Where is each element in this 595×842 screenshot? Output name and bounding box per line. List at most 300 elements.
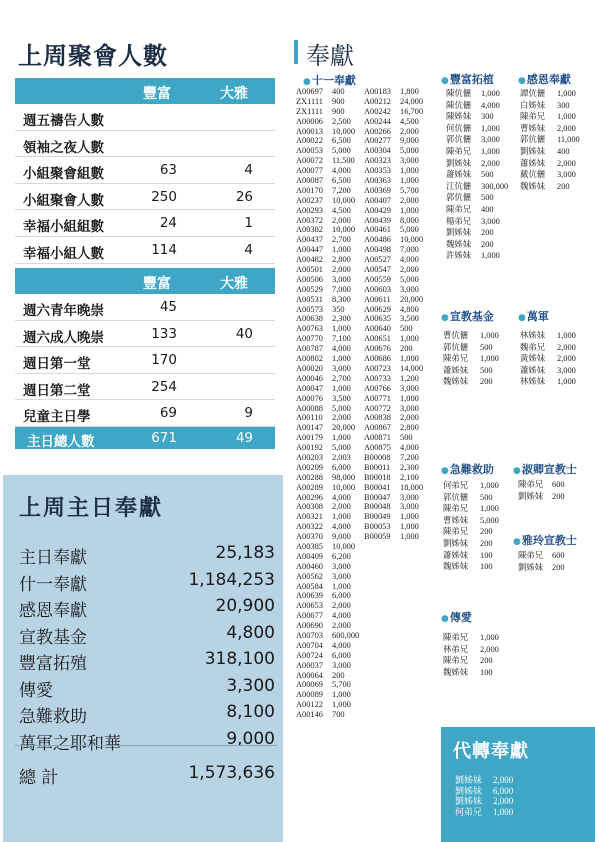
row-label: 小組聚會人數 — [23, 192, 104, 209]
donor-amount: 7,200 — [332, 185, 351, 195]
donor-amount: 1,000 — [400, 176, 419, 186]
donor-id: 陳弟兄 — [443, 527, 469, 537]
missionary-sq-list — [518, 479, 565, 502]
donor-amount: 1,000 — [400, 393, 419, 403]
row-label: 領袖之夜人數 — [23, 139, 104, 156]
donor-id: 楊弟兄 — [446, 216, 472, 226]
donor-id: A00461 — [364, 225, 391, 235]
donor-id: 魏姊妹 — [443, 377, 469, 387]
donor-id: 曹伉儷 — [443, 331, 469, 340]
donor-row — [446, 204, 508, 216]
donor-amount: 4,000 — [332, 640, 351, 650]
donor-amount: 10,000 — [332, 126, 356, 136]
donor-id: A00296 — [296, 492, 323, 502]
donor-amount: 5,700 — [332, 680, 351, 690]
tithe-row — [364, 404, 423, 414]
tithe-row — [296, 146, 359, 156]
donor-amount: 6,000 — [332, 650, 351, 660]
donor-row — [520, 181, 580, 193]
donor-id: A00077 — [296, 166, 323, 176]
donor-amount: 7,000 — [400, 245, 419, 255]
donor-row — [520, 123, 580, 135]
donor-id: 何弟兄 — [455, 806, 483, 817]
donor-id: ZX1111 — [296, 106, 323, 116]
donor-amount: 100 — [480, 550, 493, 560]
section-missionary-yl-header — [513, 532, 577, 548]
donor-id: 蕭姊妹 — [446, 170, 472, 180]
donor-amount: 2,000 — [557, 123, 576, 133]
tithe-row — [296, 314, 359, 324]
donor-id: A00203 — [296, 452, 323, 462]
donor-id: A00635 — [364, 314, 391, 324]
tithe-row — [364, 473, 423, 483]
donor-amount: 2,000 — [557, 354, 576, 364]
donor-id: A00486 — [364, 235, 391, 245]
tithe-row — [364, 156, 423, 166]
donor-amount: 2,000 — [332, 502, 351, 512]
thanks-list — [520, 88, 580, 192]
donor-id: 劉姊妹 — [518, 491, 544, 501]
donor-id: 林姊妹 — [520, 331, 546, 340]
donor-row — [446, 134, 508, 146]
donor-id: A00369 — [364, 185, 391, 195]
donor-amount: 3,000 — [481, 216, 500, 226]
summary-total-value: 1,573,636 — [188, 763, 275, 783]
tithe-row — [296, 493, 359, 503]
donor-id: A00385 — [296, 541, 323, 551]
tithe-row — [364, 216, 423, 226]
tithe-row — [364, 305, 423, 315]
section-love-title: 傳愛 — [449, 611, 472, 624]
section-relief-title: 急難救助 — [449, 463, 494, 476]
donor-amount: 1,000 — [481, 89, 500, 98]
row-label: 週六成人晚崇 — [23, 329, 104, 346]
donor-amount: 4,500 — [400, 116, 419, 126]
donor-id: A00498 — [364, 245, 391, 255]
donor-id: 郭伉儷 — [443, 492, 469, 502]
donor-amount: 1,000 — [481, 251, 500, 261]
offerings-accent-bar — [294, 40, 298, 64]
donor-amount: 6,000 — [332, 462, 351, 472]
summary-title: 上周主日奉獻 — [19, 496, 164, 521]
row-fengfu-value: 114 — [151, 241, 177, 258]
donor-amount: 2,000 — [493, 796, 514, 807]
donor-amount: 8,300 — [332, 294, 351, 304]
donor-id: A00244 — [364, 116, 391, 126]
attendance-row — [15, 347, 275, 374]
bullet-icon: ● — [513, 466, 521, 476]
tithe-row — [296, 512, 359, 522]
tithe-row — [296, 680, 359, 690]
donor-row — [518, 491, 565, 503]
donor-id: A00293 — [296, 205, 323, 215]
donor-id: A00677 — [296, 611, 323, 621]
donor-id: A00020 — [296, 363, 323, 373]
donor-id: 蕭姊妹 — [520, 365, 546, 375]
donor-amount: 1,000 — [557, 112, 576, 122]
donor-amount: 2,000 — [557, 158, 576, 168]
tithe-row — [364, 107, 423, 117]
donor-row — [446, 111, 508, 123]
donor-id: 陳伉儷 — [446, 100, 472, 110]
tithe-row — [364, 493, 423, 503]
donor-amount: 14,000 — [400, 363, 424, 373]
donor-id: A00183 — [364, 87, 391, 96]
donor-row — [520, 134, 580, 146]
donor-id: A00069 — [296, 680, 323, 690]
donor-amount: 4,000 — [332, 522, 351, 532]
tithe-row — [296, 542, 359, 552]
donor-id: A00770 — [296, 334, 323, 344]
tithe-row — [296, 443, 359, 453]
header-col-daya: 大雅 — [220, 276, 248, 292]
bullet-icon: ● — [518, 313, 526, 323]
donor-id: 何弟兄 — [443, 481, 469, 490]
donor-id: 劉姊妹 — [520, 146, 546, 156]
donor-row — [443, 655, 499, 667]
tithe-row — [296, 87, 359, 97]
row-daya-value: 9 — [244, 405, 253, 422]
donor-id: A00640 — [364, 324, 391, 334]
donor-id: 曹姊妹 — [443, 515, 469, 525]
donor-amount: 10,000 — [332, 541, 356, 551]
donor-amount: 4,800 — [400, 304, 419, 314]
donor-amount: 100 — [480, 667, 493, 677]
donor-amount: 900 — [332, 96, 345, 106]
tithe-row — [364, 87, 423, 97]
donor-id: A00076 — [296, 393, 323, 403]
donor-amount: 400 — [332, 87, 345, 96]
donor-id: B00041 — [364, 482, 391, 492]
donor-id: 江伉儷 — [446, 181, 472, 191]
donor-id: A00439 — [364, 215, 391, 225]
donor-id: A00072 — [296, 156, 323, 166]
donor-amount: 6,000 — [493, 785, 514, 796]
tithe-row — [296, 641, 359, 651]
forwarded-row — [455, 775, 513, 786]
donor-amount: 2,300 — [400, 462, 419, 472]
summary-label: 急難救助 — [19, 707, 87, 727]
donor-amount: 300,000 — [481, 181, 509, 191]
donor-row — [518, 550, 565, 562]
donor-amount: 10,000 — [332, 482, 356, 492]
donor-id: B00047 — [364, 492, 391, 502]
donor-amount: 2,000 — [400, 265, 419, 275]
donor-row — [446, 250, 508, 262]
donor-amount: 6,200 — [332, 551, 351, 561]
donor-amount: 1,000 — [332, 690, 351, 700]
section-tithe-header — [303, 72, 356, 88]
attendance-header-2 — [15, 268, 275, 294]
section-relief-header — [441, 461, 494, 477]
donor-amount: 1,000 — [332, 383, 351, 393]
donor-amount: 1,000 — [332, 512, 351, 522]
donor-amount: 200 — [400, 344, 413, 354]
donor-amount: 11,000 — [557, 135, 580, 145]
donor-amount: 10,000 — [332, 225, 356, 235]
tithe-row — [296, 463, 359, 473]
donor-id: A00724 — [296, 650, 323, 660]
tithe-row — [296, 423, 359, 433]
tithe-row — [364, 433, 423, 443]
donor-amount: 6,500 — [332, 176, 351, 186]
row-fengfu-value: 170 — [151, 352, 177, 369]
donor-row — [446, 88, 508, 100]
donor-amount: 5,000 — [332, 443, 351, 453]
donor-id: 劉姊妹 — [446, 158, 472, 168]
donor-row — [446, 181, 508, 193]
donor-row — [520, 169, 580, 181]
donor-amount: 5,000 — [400, 225, 419, 235]
donor-amount: 350 — [332, 304, 345, 314]
donor-amount: 3,000 — [481, 135, 500, 145]
tithe-row — [296, 235, 359, 245]
donor-amount: 3,000 — [332, 571, 351, 581]
section-missionary-yl-title: 雅玲宣教士 — [521, 534, 577, 547]
tithe-row — [364, 127, 423, 137]
donor-id: A00611 — [364, 294, 391, 304]
tithe-row — [296, 710, 359, 720]
donor-id: A00703 — [296, 630, 323, 640]
donor-amount: 1,000 — [481, 123, 500, 133]
donor-amount: 98,000 — [332, 472, 356, 482]
donor-id: A00787 — [296, 344, 323, 354]
donor-id: A00875 — [364, 443, 391, 453]
donor-amount: 300 — [557, 100, 570, 110]
donor-amount: 1,000 — [332, 581, 351, 591]
donor-amount: 2,000 — [480, 644, 499, 654]
tithe-row — [296, 156, 359, 166]
donor-row — [520, 146, 580, 158]
tithe-list-col1 — [296, 87, 359, 720]
tithe-row — [296, 453, 359, 463]
donor-id: A00437 — [296, 235, 323, 245]
donor-amount: 1,000 — [332, 354, 351, 364]
donor-id: A00733 — [364, 373, 391, 383]
donor-amount: 600,000 — [332, 630, 360, 640]
donor-amount: 1,000 — [480, 331, 499, 340]
tithe-row — [296, 394, 359, 404]
attendance-table-1 — [15, 78, 275, 264]
donor-amount: 1,000 — [493, 806, 514, 817]
donor-id: A00047 — [296, 383, 323, 393]
donor-amount: 6,000 — [332, 591, 351, 601]
tithe-row — [364, 364, 423, 374]
donor-id: A00170 — [296, 185, 323, 195]
section-rich-plant-header — [441, 71, 494, 87]
donor-id: A00006 — [296, 116, 323, 126]
donor-row — [518, 562, 565, 574]
summary-label: 豐富拓殖 — [19, 654, 87, 674]
donor-amount: 1,000 — [400, 512, 419, 522]
donor-amount: 1,000 — [481, 146, 500, 156]
donor-amount: 16,700 — [400, 106, 424, 116]
donor-id: A00122 — [296, 700, 323, 710]
tithe-row — [296, 413, 359, 423]
donor-row — [446, 227, 508, 239]
donor-row — [446, 158, 508, 170]
donor-id: 蕭姊妹 — [443, 550, 469, 560]
donor-id: 劉姊妹 — [455, 785, 483, 796]
tithe-row — [364, 245, 423, 255]
bullet-icon: ● — [518, 76, 526, 86]
section-mission-header — [441, 308, 494, 324]
donor-amount: 2,000 — [493, 775, 514, 785]
donor-id: A00871 — [364, 433, 391, 443]
tithe-row — [296, 324, 359, 334]
donor-amount: 4,000 — [481, 100, 500, 110]
tithe-row — [296, 275, 359, 285]
donor-amount: 3,000 — [332, 274, 351, 284]
tithe-row — [296, 117, 359, 127]
donor-amount: 1,200 — [400, 373, 419, 383]
donor-id: A00370 — [296, 532, 323, 542]
donor-id: 陳弟兄 — [443, 633, 469, 642]
donor-id: A00147 — [296, 423, 323, 433]
summary-label: 什一奉獻 — [19, 574, 87, 595]
tithe-row — [364, 196, 423, 206]
donor-id: 陳伉儷 — [446, 89, 472, 98]
donor-id: A00531 — [296, 294, 323, 304]
donor-amount: 1,000 — [557, 377, 576, 387]
donor-amount: 1,000 — [557, 331, 576, 340]
tithe-row — [364, 463, 423, 473]
donor-id: A00179 — [296, 433, 323, 443]
donor-amount: 200 — [481, 239, 494, 249]
donor-amount: 500 — [481, 193, 494, 203]
attendance-row — [15, 321, 275, 348]
tithe-row — [296, 186, 359, 196]
tithe-row — [296, 344, 359, 354]
donor-id: A00088 — [296, 403, 323, 413]
tithe-row — [296, 265, 359, 275]
donor-row — [443, 667, 499, 679]
donor-row — [443, 515, 499, 527]
donor-id: A00447 — [296, 245, 323, 255]
donor-id: A00686 — [364, 354, 391, 364]
donor-row — [520, 365, 576, 377]
donor-id: A00867 — [364, 423, 391, 433]
donor-row — [443, 538, 499, 550]
section-thanks-header — [518, 71, 571, 87]
tithe-row — [364, 443, 423, 453]
donor-id: A00308 — [296, 502, 323, 512]
donor-amount: 4,000 — [332, 611, 351, 621]
rich-plant-list — [446, 88, 508, 262]
donor-amount: 18,000 — [400, 482, 424, 492]
donor-amount: 2,100 — [400, 472, 419, 482]
offerings-title: 奉獻 — [306, 42, 354, 70]
donor-id: 陳弟兄 — [443, 354, 469, 364]
row-fengfu-value: 254 — [151, 378, 177, 395]
donor-id: 何伉儷 — [446, 123, 472, 133]
row-fengfu-value: 24 — [159, 215, 177, 232]
donor-amount: 4,000 — [332, 492, 351, 502]
donor-row — [446, 169, 508, 181]
donor-id: A00087 — [296, 176, 323, 186]
donor-amount: 1,000 — [400, 205, 419, 215]
donor-id: A00353 — [364, 166, 391, 176]
donor-amount: 4,000 — [332, 166, 351, 176]
donor-id: A00603 — [364, 284, 391, 294]
donor-amount: 2,000 — [332, 215, 351, 225]
donor-row — [520, 330, 576, 342]
row-fengfu-value: 69 — [159, 405, 177, 422]
bullet-icon: ● — [303, 77, 311, 87]
relief-list — [443, 480, 499, 573]
donor-amount: 500 — [400, 433, 413, 443]
donor-id: A00584 — [296, 581, 323, 591]
donor-amount: 1,000 — [400, 334, 419, 344]
forwarded-row — [455, 796, 513, 807]
donor-id: B00053 — [364, 522, 391, 532]
donor-amount: 2,000 — [332, 413, 351, 423]
donor-row — [446, 216, 508, 228]
row-label: 幸福小組人數 — [23, 245, 104, 262]
donor-amount: 3,000 — [400, 156, 419, 166]
donor-id: 許姊妹 — [446, 251, 472, 261]
donor-row — [443, 480, 499, 492]
donor-id: A00766 — [364, 383, 391, 393]
donor-id: A00053 — [296, 146, 323, 156]
donor-amount: 1,000 — [400, 532, 419, 542]
donor-id: 白姊妹 — [520, 100, 546, 110]
tithe-row — [364, 453, 423, 463]
donor-id: 劉姊妹 — [455, 796, 483, 807]
row-label: 週日第一堂 — [23, 356, 91, 373]
donor-amount: 10,000 — [332, 195, 356, 205]
donor-amount: 9,000 — [400, 136, 419, 146]
donor-id: A00501 — [296, 265, 323, 275]
donor-amount: 200 — [480, 377, 493, 387]
tithe-row — [364, 413, 423, 423]
donor-amount: 11,500 — [332, 156, 355, 166]
donor-amount: 200 — [557, 181, 570, 191]
donor-id: A00407 — [364, 195, 391, 205]
summary-value: 25,183 — [215, 543, 275, 563]
tithe-row — [296, 483, 359, 493]
donor-id: A00772 — [364, 403, 391, 413]
donor-row — [520, 342, 576, 354]
donor-id: A00653 — [296, 601, 323, 611]
tithe-row — [296, 374, 359, 384]
tithe-row — [364, 483, 423, 493]
row-daya-value: 1 — [244, 215, 253, 232]
donor-amount: 2,000 — [332, 601, 351, 611]
donor-id: 陳姊妹 — [446, 112, 472, 122]
donor-id: A00146 — [296, 710, 323, 720]
donor-amount: 2,000 — [400, 413, 419, 423]
tithe-row — [364, 512, 423, 522]
donor-amount: 5,000 — [480, 515, 499, 525]
donor-amount: 200 — [552, 491, 565, 501]
donor-id: 蕭姊妹 — [520, 158, 546, 168]
donor-id: 劉姊妹 — [443, 538, 469, 548]
attendance-row — [15, 157, 275, 184]
donor-amount: 500 — [481, 170, 494, 180]
donor-amount: 1,800 — [400, 87, 419, 96]
donor-amount: 3,000 — [332, 660, 351, 670]
donor-id: 戴伉儷 — [520, 170, 546, 180]
donor-amount: 2,000 — [481, 158, 500, 168]
donor-row — [443, 330, 499, 342]
donor-amount: 4,000 — [332, 344, 351, 354]
donor-id: B00008 — [364, 452, 391, 462]
donor-amount: 20,000 — [400, 294, 424, 304]
tithe-row — [364, 423, 423, 433]
donor-id: 魏弟兄 — [520, 342, 546, 352]
donor-amount: 1,000 — [480, 504, 499, 514]
